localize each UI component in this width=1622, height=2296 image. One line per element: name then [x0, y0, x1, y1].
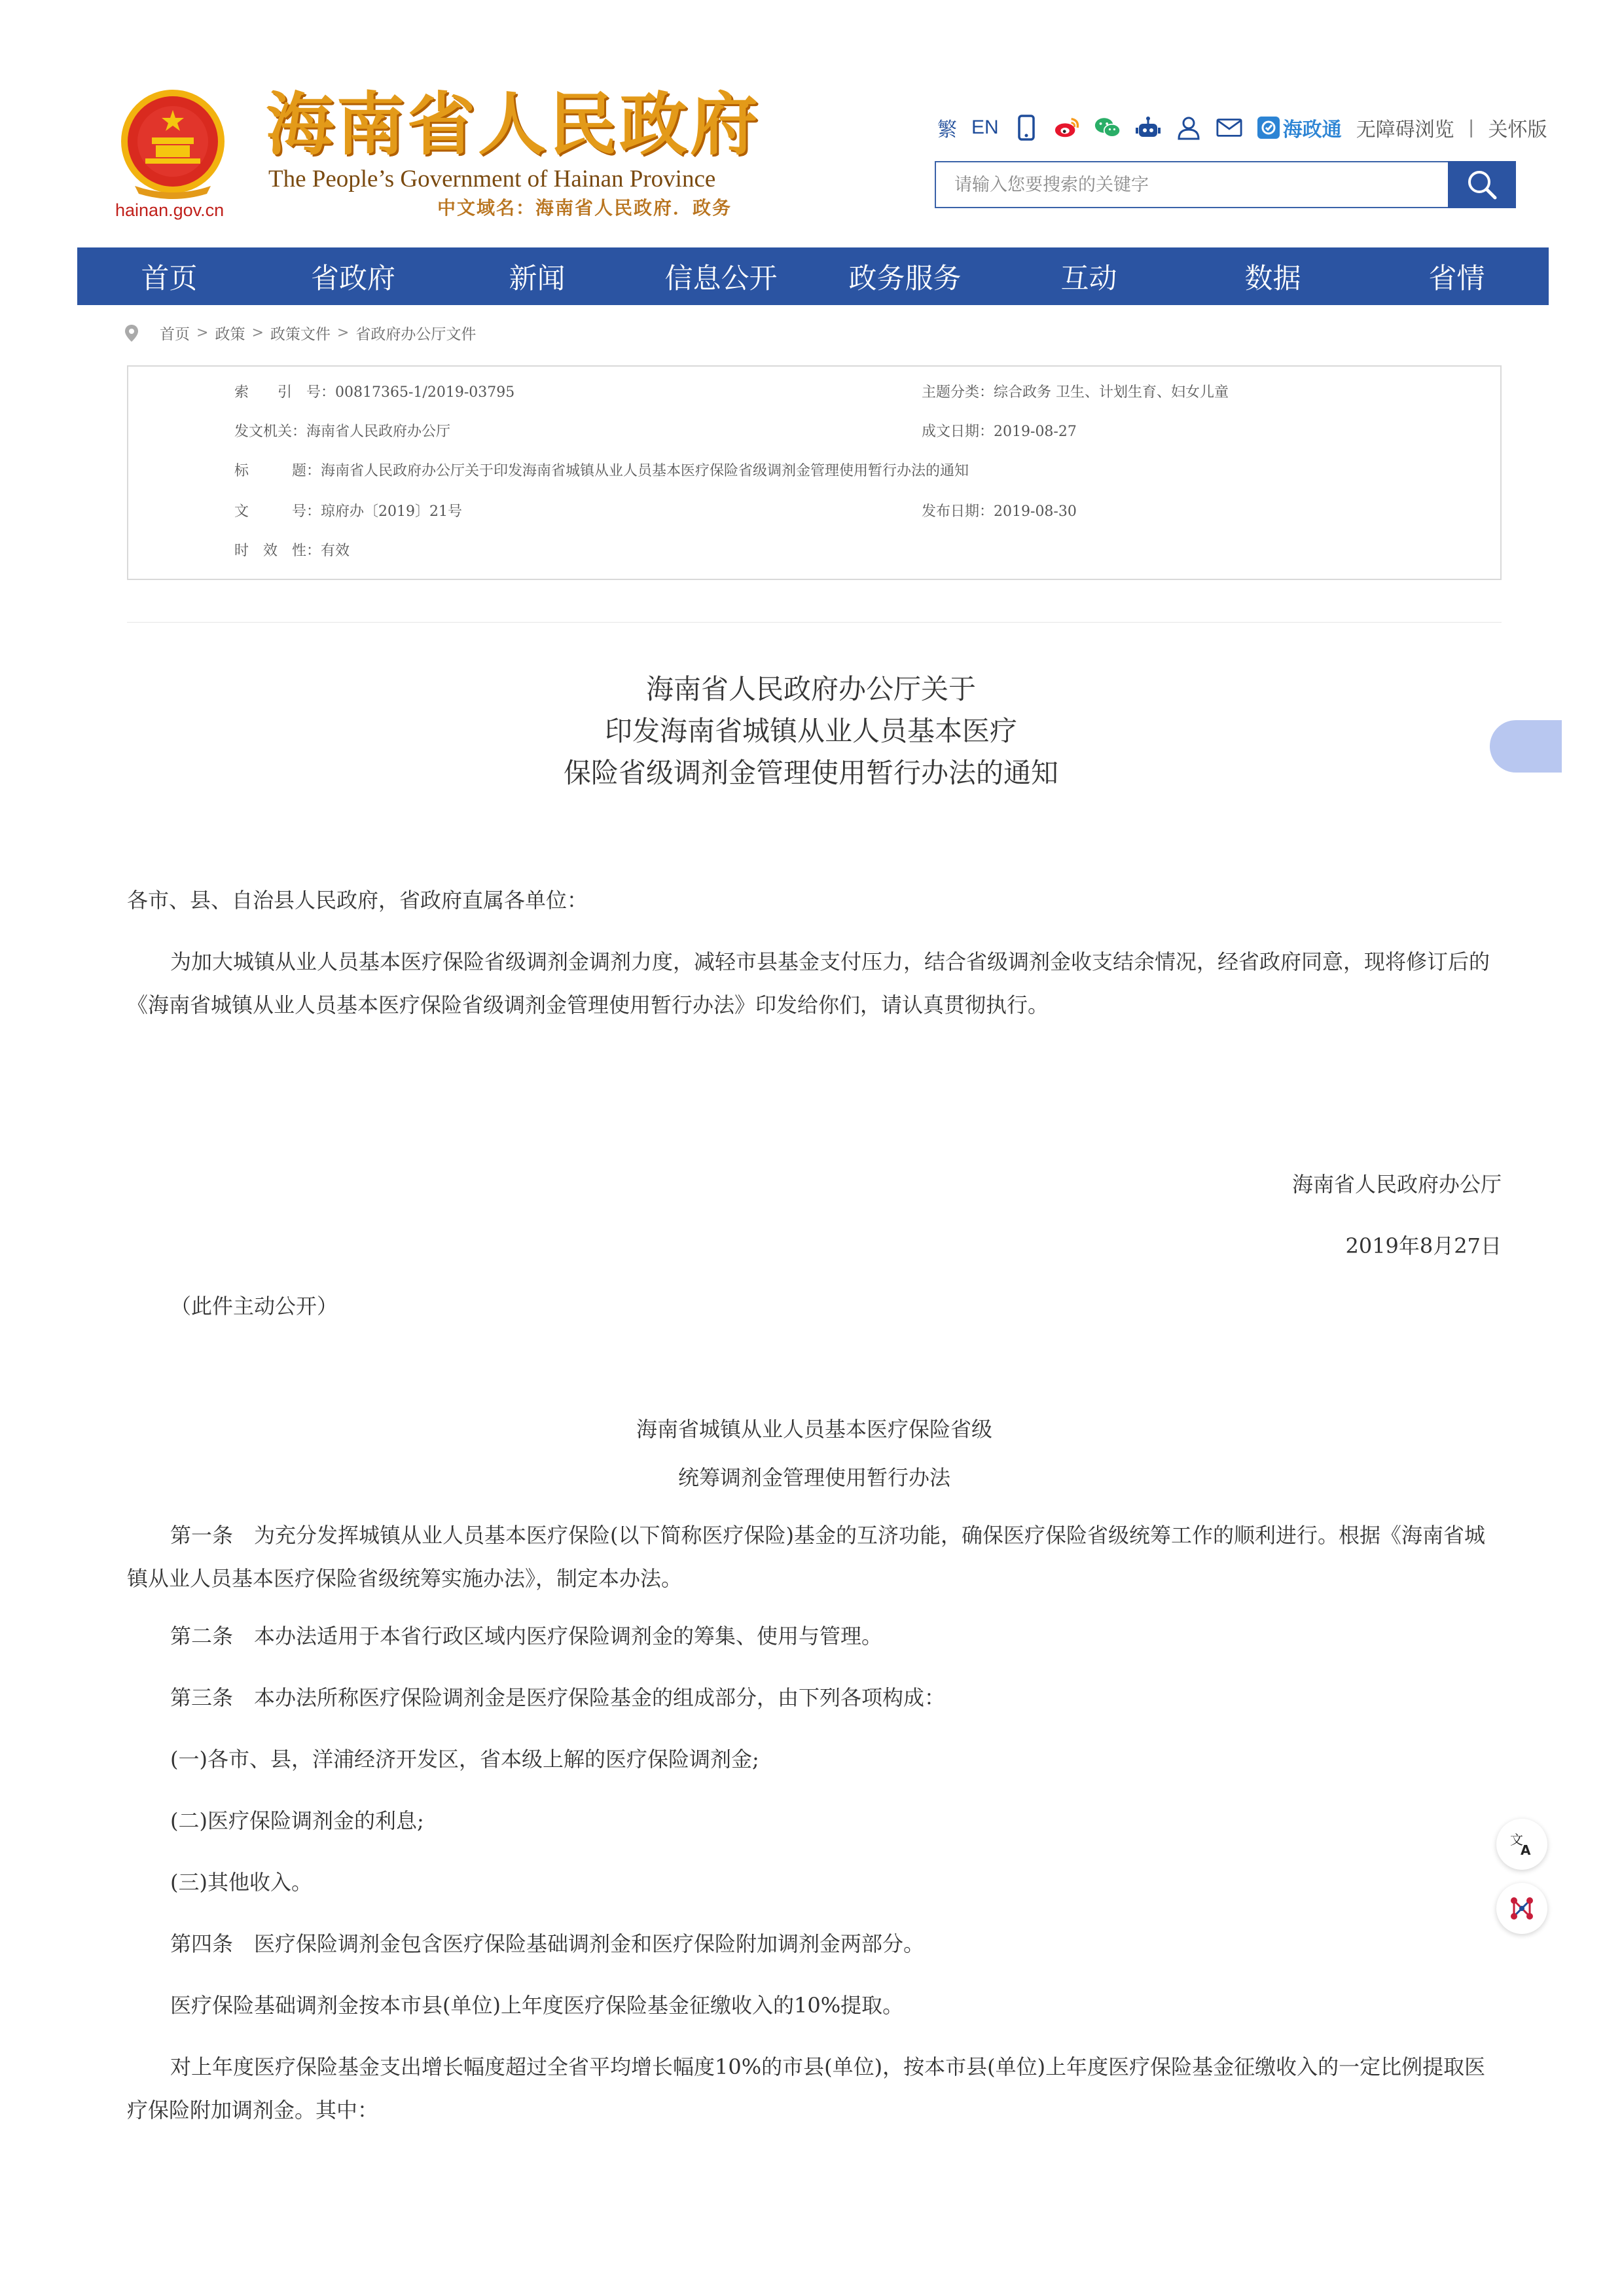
article-3-item-3: (三)其他收入。 — [170, 1870, 312, 1895]
svg-text:文: 文 — [1510, 1832, 1523, 1848]
site-title[interactable]: 海南省人民政府 — [266, 84, 761, 164]
document-title-line2: 印发海南省城镇从业人员基本医疗 — [604, 715, 1017, 747]
public-note: （此件主动公开） — [170, 1294, 338, 1319]
breadcrumb — [124, 322, 476, 344]
signature-issuer: 海南省人民政府办公厅 — [1291, 1172, 1502, 1197]
main-nav — [77, 247, 1549, 305]
nav-item-province-profile[interactable]: 省情 — [1428, 262, 1485, 295]
wechat-icon[interactable] — [1094, 115, 1121, 141]
info-title — [234, 460, 969, 480]
search-box — [935, 161, 1449, 208]
attachment-title-line2: 统筹调剂金管理使用暂行办法 — [677, 1465, 950, 1490]
divider — [127, 622, 1502, 623]
breadcrumb-policy[interactable]: 政策 — [215, 326, 245, 343]
article-4: 第四条 医疗保险调剂金包含医疗保险基础调剂金和医疗保险附加调剂金两部分。 — [170, 1931, 925, 1956]
info-issuer-value: 海南省人民政府办公厅 — [306, 424, 451, 440]
search-icon — [1465, 168, 1499, 202]
info-validity — [234, 539, 350, 560]
info-title-label: 标 题： — [234, 463, 321, 479]
article-3: 第三条 本办法所称医疗保险调剂金是医疗保险基金的组成部分，由下列各项构成： — [170, 1685, 946, 1710]
info-index-value: 00817365-1/2019-03795 — [335, 384, 515, 401]
toolbar-separator: | — [1468, 117, 1474, 138]
info-title-value: 海南省人民政府办公厅关于印发海南省城镇从业人员基本医疗保险省级调剂金管理使用暂行办法的通知 — [321, 463, 969, 479]
info-document-number — [234, 500, 462, 520]
info-docno-label: 文 号： — [234, 503, 321, 520]
article-1: 第一条 为充分发挥城镇从业人员基本医疗保险(以下简称医疗保险)基金的互济功能，确保医疗保险省级统筹工作的顺利进行。根据《海南省城镇从业人员基本医疗保险省级统筹实施办法》，制定本办法。 — [127, 1523, 1485, 1591]
info-issuer — [234, 420, 450, 441]
info-category-label: 主题分类： — [922, 384, 994, 401]
floating-side-tab[interactable] — [1490, 720, 1562, 773]
search-button[interactable] — [1448, 161, 1516, 208]
haizhengtong-label: 海政通 — [1282, 119, 1342, 141]
breadcrumb-home[interactable]: 首页 — [160, 326, 190, 343]
article-2: 第二条 本办法适用于本省行政区域内医疗保险调剂金的筹集、使用与管理。 — [170, 1624, 883, 1649]
attachment-title-line1: 海南省城镇从业人员基本医疗保险省级 — [636, 1417, 992, 1442]
info-index — [234, 381, 514, 401]
mail-icon[interactable] — [1216, 115, 1242, 141]
info-written-label: 成文日期： — [922, 424, 994, 440]
info-validity-value: 有效 — [321, 543, 350, 559]
info-issuer-label: 发文机关： — [234, 424, 307, 440]
national-emblem-logo[interactable] — [115, 88, 230, 203]
intro-paragraph: 为加大城镇从业人员基本医疗保险省级调剂金调剂力度，减轻市县基金支付压力，结合省级调剂金收支结余情况，经省政府同意，现将修订后的《海南省城镇从业人员基本医疗保险省级调剂金管理使用暂行办法》印发给你们，请认真贯彻执行。 — [127, 949, 1490, 1017]
header-toolbar — [937, 111, 1547, 144]
search-input[interactable] — [936, 162, 1448, 207]
chevron-right-icon: > — [196, 325, 209, 341]
weibo-icon[interactable] — [1054, 115, 1080, 141]
nav-item-government-services[interactable]: 政务服务 — [848, 262, 962, 295]
article-4-additional-fund: 对上年度医疗保险基金支出增长幅度超过全省平均增长幅度10%的市县(单位)，按本市县(单位)上年度医疗保险基金征缴收入的一定比例提取医疗保险附加调剂金。其中： — [127, 2054, 1486, 2123]
info-published-date — [922, 500, 1077, 520]
info-validity-label: 时 效 性： — [234, 543, 321, 559]
info-category — [922, 381, 1229, 401]
breadcrumb-office-documents[interactable]: 省政府办公厅文件 — [355, 326, 477, 343]
info-published-value: 2019-08-30 — [994, 503, 1077, 520]
info-written-date — [922, 420, 1077, 441]
salutation: 各市、县、自治县人民政府，省政府直属各单位： — [127, 888, 588, 913]
site-subtitle-en: The People’s Government of Hainan Province — [268, 166, 716, 192]
info-written-value: 2019-08-27 — [994, 424, 1077, 440]
article-4-basic-fund: 医疗保险基础调剂金按本市县(单位)上年度医疗保险基金征缴收入的10%提取。 — [170, 1993, 904, 2018]
site-domain-label: hainan.gov.cn — [115, 200, 225, 220]
english-link[interactable]: EN — [971, 117, 999, 138]
care-mode-link[interactable]: 关怀版 — [1488, 119, 1547, 141]
nav-item-data[interactable]: 数据 — [1244, 262, 1301, 295]
info-docno-value: 琼府办〔2019〕21号 — [321, 503, 462, 520]
article-3-item-2: (二)医疗保险调剂金的利息; — [170, 1808, 424, 1833]
mobile-icon[interactable] — [1013, 115, 1039, 141]
svg-text:A: A — [1521, 1842, 1531, 1858]
info-category-value: 综合政务 卫生、计划生育、妇女儿童 — [994, 384, 1229, 401]
robot-icon[interactable] — [1135, 115, 1161, 141]
document-title-line3: 保险省级调剂金管理使用暂行办法的通知 — [563, 757, 1058, 789]
chevron-right-icon: > — [336, 325, 350, 341]
nav-item-interaction[interactable]: 互动 — [1060, 262, 1117, 295]
signature-date: 2019年8月27日 — [1345, 1233, 1502, 1258]
translate-button[interactable] — [1496, 1819, 1547, 1870]
nav-item-news[interactable]: 新闻 — [509, 262, 566, 295]
network-graph-button[interactable] — [1496, 1883, 1547, 1934]
nav-item-info-disclosure[interactable]: 信息公开 — [664, 262, 778, 295]
info-index-label: 索 引 号： — [234, 384, 336, 401]
network-graph-icon — [1506, 1893, 1538, 1924]
info-published-label: 发布日期： — [922, 503, 994, 520]
nav-item-provincial-government[interactable]: 省政府 — [311, 262, 395, 295]
document-info-box — [127, 365, 1502, 580]
translate-icon — [1507, 1830, 1536, 1859]
breadcrumb-policy-documents[interactable]: 政策文件 — [270, 326, 331, 343]
accessibility-link[interactable]: 无障碍浏览 — [1356, 119, 1454, 141]
haizhengtong-icon — [1257, 116, 1280, 139]
user-icon[interactable] — [1176, 115, 1202, 141]
nav-item-home[interactable]: 首页 — [141, 262, 198, 295]
article-3-item-1: (一)各市、县，洋浦经济开发区，省本级上解的医疗保险调剂金; — [170, 1747, 759, 1772]
document-title-line1: 海南省人民政府办公厅关于 — [645, 673, 976, 705]
site-domain-cn: 中文域名：海南省人民政府．政务 — [437, 197, 732, 219]
haizhengtong-link[interactable] — [1257, 113, 1342, 142]
chevron-right-icon: > — [251, 325, 264, 341]
traditional-chinese-link[interactable]: 繁 — [937, 119, 957, 141]
location-pin-icon — [124, 324, 139, 342]
